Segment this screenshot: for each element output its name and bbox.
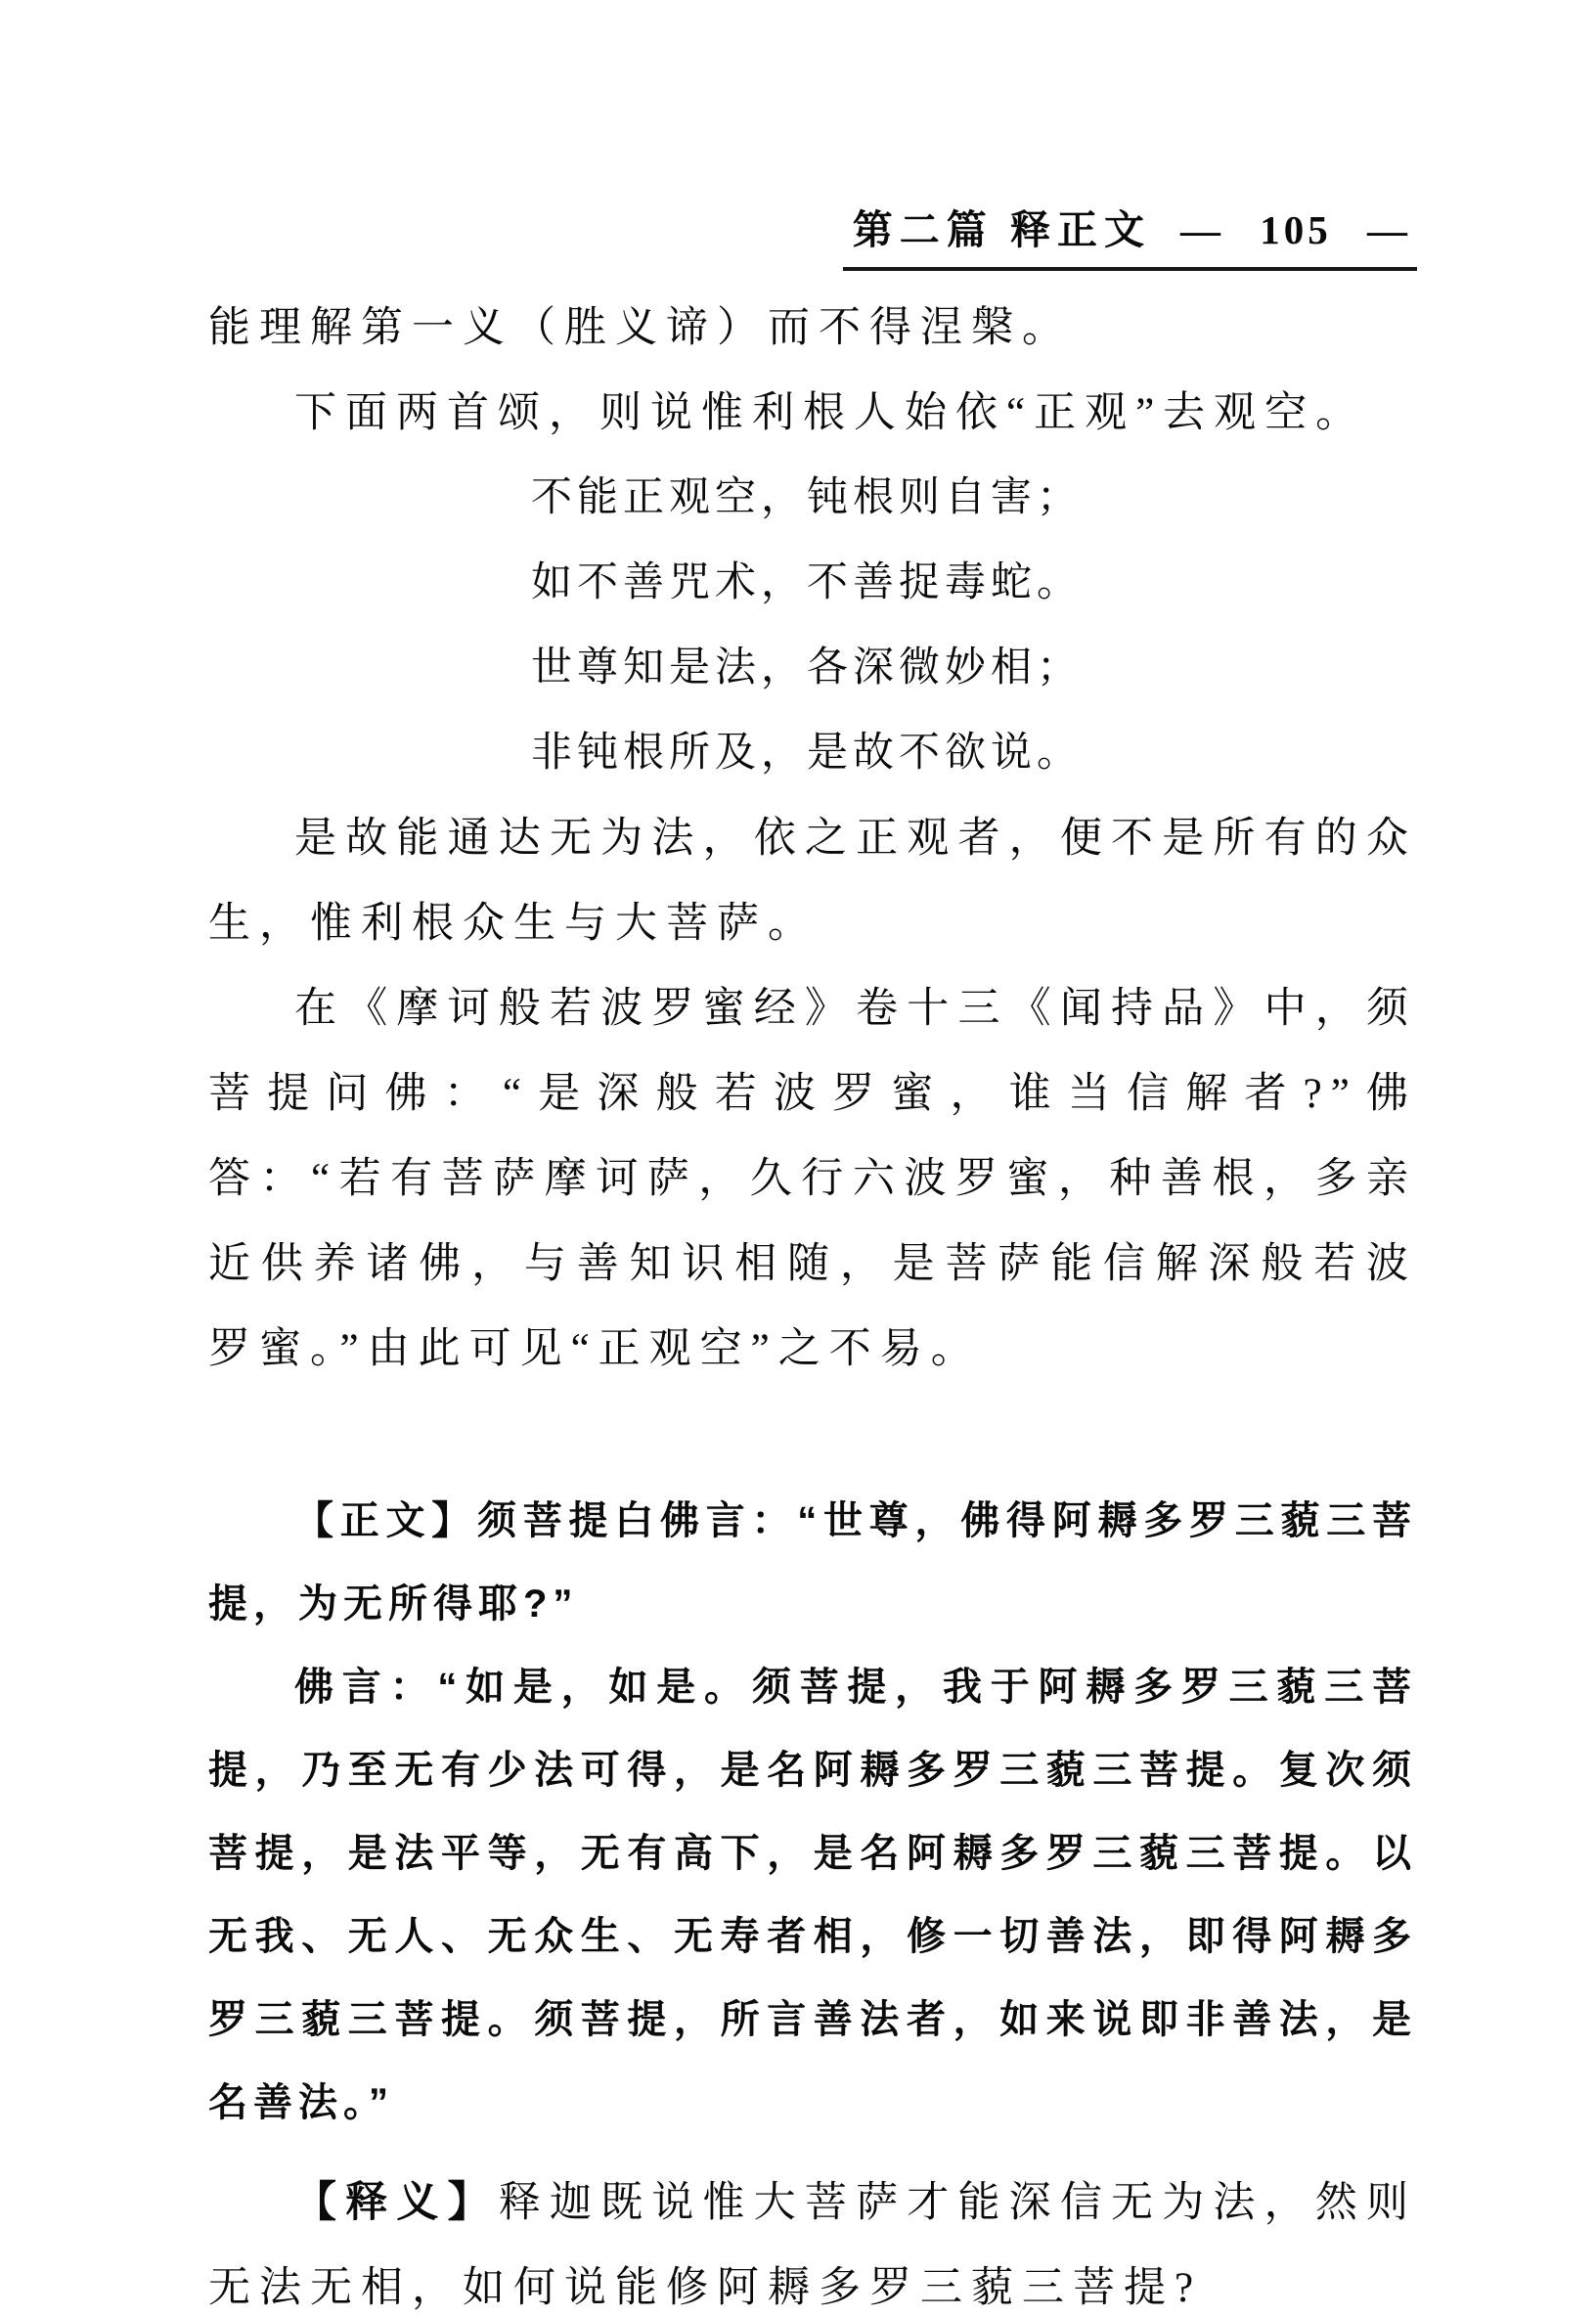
header-rule <box>843 198 1417 271</box>
verse-line-2: 如不善咒术，不善捉毒蛇。 <box>531 560 1084 605</box>
verse-line-4: 非钝根所及，是故不欲说。 <box>531 731 1084 776</box>
chapter-title: 第二篇 释正文 <box>852 207 1151 252</box>
page-body <box>208 286 1417 2316</box>
paragraph-intro-2: 下面两首颂，则说惟利根人始依“正观”去观空。 <box>294 390 1367 436</box>
paragraph-body-1: 是故能通达无为法，依之正观者，便不是所有的众生，惟利根众生与大菩萨。 <box>208 816 1417 947</box>
scripture-paragraph-1 <box>208 1480 1417 1646</box>
commentary-text: 释迦既说惟大菩萨才能深信无为法，然则无法无相，如何说能修阿耨多罗三藐三菩提? <box>208 2180 1418 2311</box>
scripture-text-1: 须菩提白佛言：“世尊，佛得阿耨多罗三藐三菩提，为无所得耶?” <box>208 1499 1417 1626</box>
paragraph-body-2: 在《摩诃般若波罗蜜经》卷十三《闻持品》中，须菩提问佛：“是深般若波罗蜜，谁当信解者?”佛答：“若有菩萨摩诃萨，久行六波罗蜜，种善根，多亲近供养诸佛，与善知识相随，是菩萨能信解深般若波罗蜜。”由此可见“正观空”之不易。 <box>208 986 1417 1372</box>
verse-line-1: 不能正观空，钝根则自害； <box>531 475 1084 520</box>
page-header <box>843 198 1417 271</box>
scripture-paragraph-2: 佛言：“如是，如是。须菩提，我于阿耨多罗三藐三菩提，乃至无有少法可得，是名阿耨多罗三藐三菩提。复次须菩提，是法平等，无有高下，是名阿耨多罗三藐三菩提。以无我、无人、无众生、无寿者相，修一切善法，即得阿耨多罗三藐三菩提。须菩提，所言善法者，如来说即非善法，是名善法。” <box>208 1666 1417 2124</box>
paragraph-intro-1: 能理解第一义（胜义谛）而不得涅槃。 <box>208 305 1073 351</box>
page-number: — 105 — <box>1180 207 1411 252</box>
scripture-label: 【正文】 <box>294 1499 477 1542</box>
verse-line-3: 世尊知是法，各深微妙相； <box>531 646 1084 690</box>
verse-block <box>531 456 1417 796</box>
commentary-label: 【释义】 <box>294 2180 499 2226</box>
commentary-paragraph <box>208 2160 1417 2316</box>
